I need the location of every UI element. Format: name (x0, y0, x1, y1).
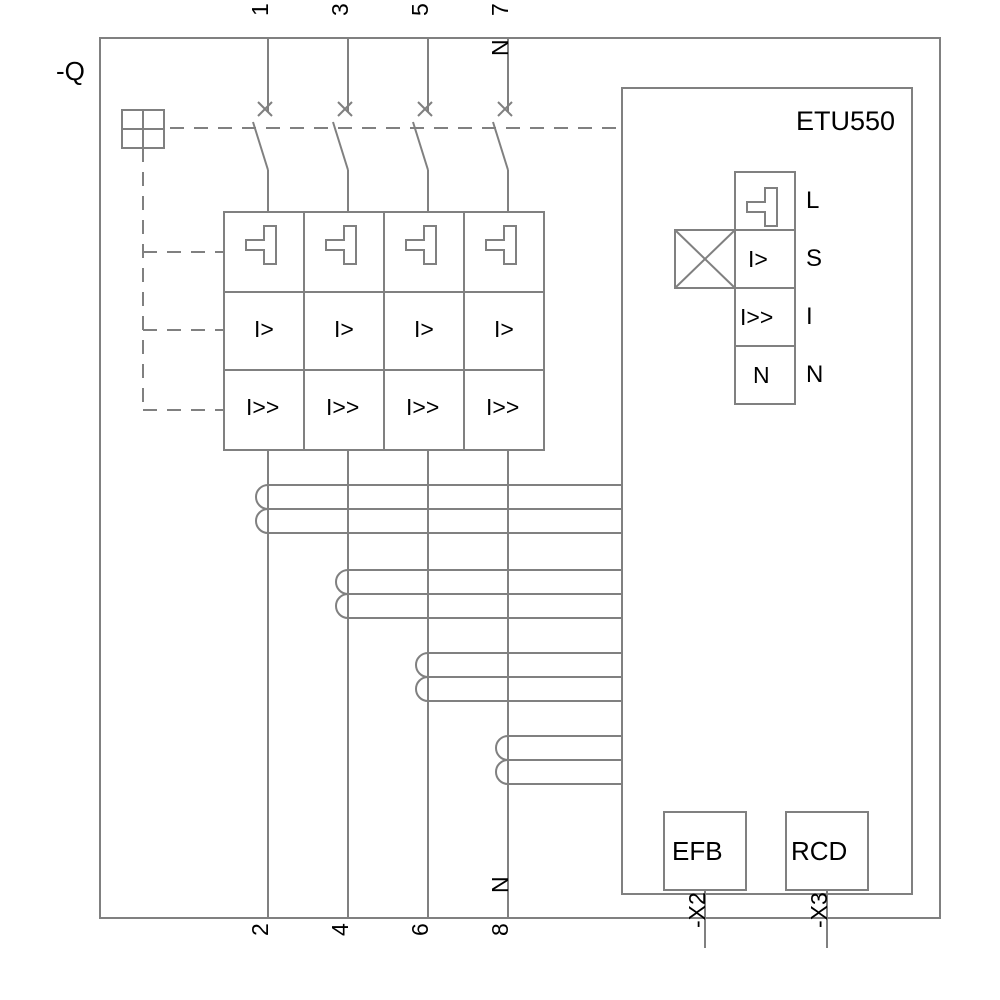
etu-function-name-n: N (806, 361, 824, 388)
etu-enclosure (622, 88, 912, 894)
terminal-bottom-8: 8 (487, 923, 513, 936)
contact-blade-7 (493, 122, 508, 170)
pole-1-overload: I> (254, 316, 274, 342)
terminal-top-5: 5 (407, 3, 433, 16)
terminal-top-3: 3 (327, 3, 353, 16)
terminal-bottom-4: 4 (327, 923, 353, 936)
efb-connector-label: -X2 (684, 892, 710, 928)
pole-2-short-circuit: I>> (326, 394, 360, 420)
ct-loop-4 (496, 736, 622, 784)
terminal-top-7: 7 (487, 3, 513, 16)
ct-loop-3 (416, 653, 622, 701)
etu-l-release-symbol (747, 188, 777, 226)
pole-2-overload: I> (334, 316, 354, 342)
ct-loop-2 (336, 570, 622, 618)
terminal-top-neutral: N (487, 39, 513, 56)
pole-4-overload: I> (494, 316, 514, 342)
rcd-connector-label: -X3 (806, 892, 832, 928)
pole-1-short-circuit: I>> (246, 394, 280, 420)
etu-function-symbol-n: N (753, 362, 770, 388)
terminal-bottom-6: 6 (407, 923, 433, 936)
ct-loop-1 (256, 485, 622, 533)
terminal-bottom-2: 2 (247, 923, 273, 936)
rcd-label: RCD (791, 836, 848, 866)
contact-markers (258, 102, 512, 116)
pole-3-overload: I> (414, 316, 434, 342)
terminal-top-1: 1 (247, 3, 273, 16)
pole-3-short-circuit: I>> (406, 394, 440, 420)
contact-blade-1 (253, 122, 268, 170)
release-symbols (246, 226, 516, 264)
etu-function-name-l: L (806, 187, 820, 214)
device-enclosure (100, 38, 940, 918)
etu-title: ETU550 (796, 106, 896, 136)
efb-label: EFB (672, 836, 723, 866)
terminal-bottom-neutral: N (487, 876, 513, 893)
pole-4-short-circuit: I>> (486, 394, 520, 420)
contact-blade-5 (413, 122, 428, 170)
contact-blade-3 (333, 122, 348, 170)
etu-function-name-s: S (806, 245, 823, 272)
device-label: -Q (56, 56, 85, 86)
etu-function-symbol-s: I> (748, 246, 768, 272)
etu-function-name-i: I (806, 303, 813, 330)
etu-function-symbol-i: I>> (740, 304, 774, 330)
